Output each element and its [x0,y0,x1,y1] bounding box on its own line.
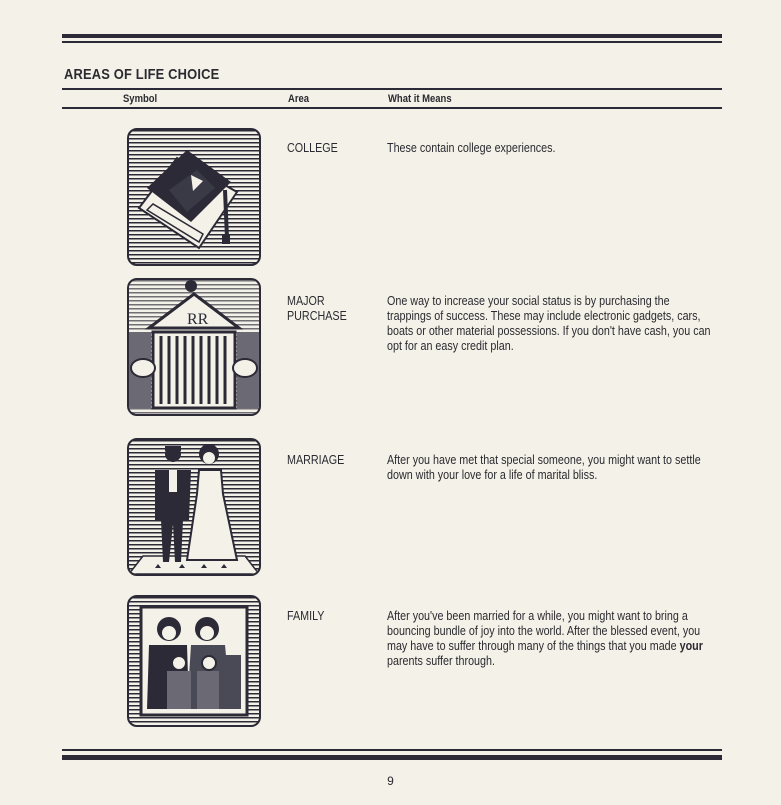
meaning-emphasis: your [679,639,703,653]
bride-groom-icon [127,438,261,576]
top-rule-thick [62,34,722,38]
bottom-rule-thick [62,755,722,760]
top-rule-thin [62,41,722,43]
svg-text:RR: RR [187,311,209,328]
title-rule [62,88,722,90]
luxury-car-icon [127,278,261,416]
family-icon [127,595,261,727]
graduation-cap-icon [127,128,261,266]
area-label: MARRIAGE [287,453,345,467]
area-label: COLLEGE [287,141,338,155]
column-header-meaning: What it Means [388,93,452,105]
area-meaning: After you have met that special someone, you might want to settle down with your love for a life of marital bliss. [387,453,701,482]
section-title: AREAS OF LIFE CHOICE [64,66,220,83]
page-number: 9 [387,774,394,788]
column-header-symbol: Symbol [123,93,158,105]
bottom-rule-thin [62,749,722,751]
meaning-text: After you've been married for a while, you might want to bring a bouncing bundle of joy into the world. After the blessed event, you may have to suffer through many of the things that you made [387,609,701,653]
area-label: FAMILY [287,609,325,623]
area-meaning [387,609,714,669]
area-meaning: These contain college experiences. [387,141,556,155]
header-rule [62,107,722,109]
area-meaning: One way to increase your social status is by purchasing the trappings of success. These may include electronic gadgets, cars, boats or other material possessions. If you don't have cash, you can opt for an easy credit plan. [387,294,711,353]
area-label: MAJOR PURCHASE [287,294,347,323]
meaning-text: parents suffer through. [387,654,495,668]
column-header-area: Area [288,93,310,105]
